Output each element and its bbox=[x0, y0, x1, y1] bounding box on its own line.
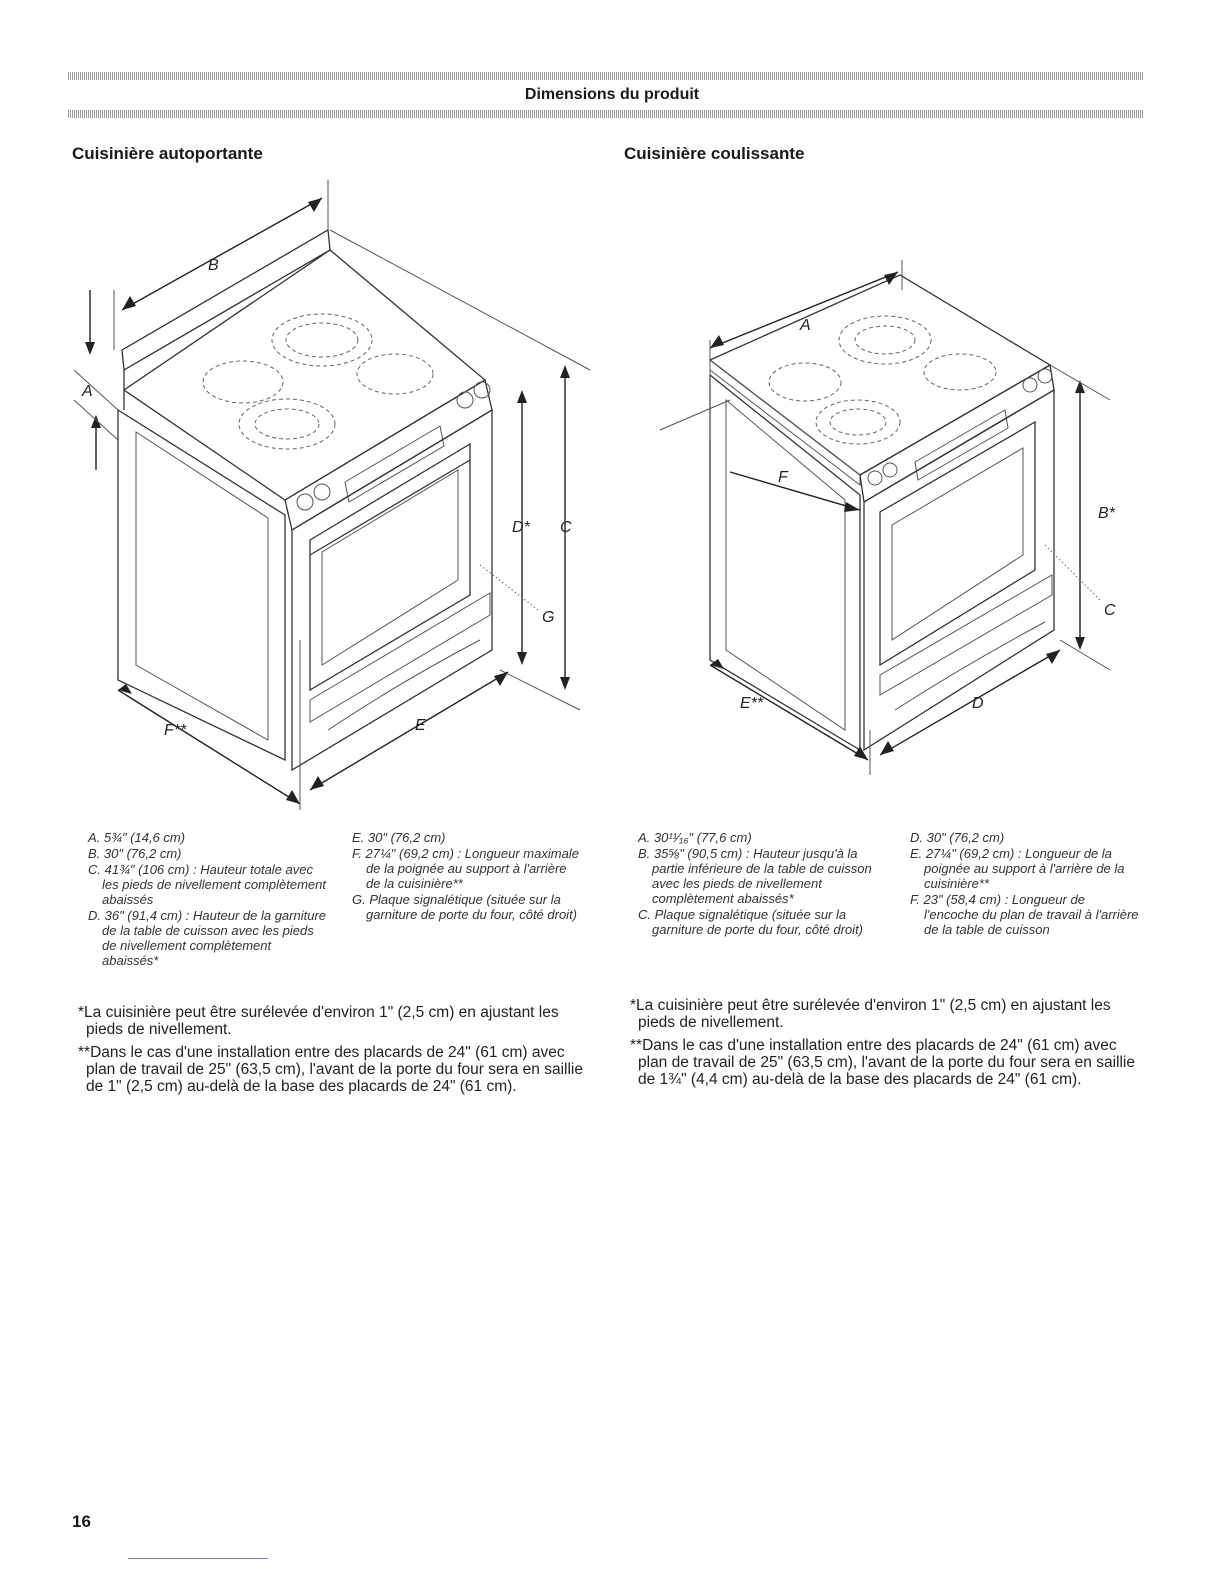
header-rule-bottom bbox=[68, 110, 1144, 118]
page-number: 16 bbox=[72, 1512, 91, 1531]
right-column-title: Cuisinière coulissante bbox=[624, 144, 805, 163]
header-rule-top bbox=[68, 72, 1144, 80]
legend-item: B. 30" (76,2 cm) bbox=[88, 846, 182, 861]
label-a: A bbox=[800, 317, 811, 334]
right-legend-col1 bbox=[638, 830, 888, 938]
left-legend-col2 bbox=[352, 830, 582, 923]
legend-item: D. 30" (76,2 cm) bbox=[910, 830, 1005, 845]
label-e: E bbox=[415, 717, 426, 734]
label-d: D* bbox=[512, 519, 530, 536]
legend-item: E. 27¼" (69,2 cm) : Longueur de la poignée au support à l'arrière de la cuisinière** bbox=[910, 846, 1125, 891]
section-title: Dimensions du produit bbox=[524, 86, 700, 103]
label-g: G bbox=[542, 609, 555, 626]
right-legend-col2 bbox=[910, 830, 1142, 938]
label-c: C bbox=[560, 519, 572, 536]
legend-item: C. Plaque signalétique (située sur la garniture de porte du four, côté droit) bbox=[638, 907, 864, 937]
legend-item: E. 30" (76,2 cm) bbox=[352, 830, 446, 845]
left-notes bbox=[72, 1004, 592, 1101]
label-f: F** bbox=[164, 722, 187, 739]
legend-item: D. 36" (91,4 cm) : Hauteur de la garniture de la table de cuisson avec les pieds de nivellement complètement abaissés* bbox=[88, 908, 327, 968]
legend-item: A. 30¹¹⁄₁₆" (77,6 cm) bbox=[638, 830, 752, 845]
slide-in-range-diagram bbox=[640, 250, 1160, 790]
legend-item: B. 35⅝" (90,5 cm) : Hauteur jusqu'à la partie inférieure de la table de cuisson avec les pieds de nivellement complètement abaissés* bbox=[638, 846, 872, 906]
legend-item: A. 5¾" (14,6 cm) bbox=[88, 830, 186, 845]
label-f: F bbox=[778, 469, 788, 486]
label-b: B bbox=[208, 257, 219, 274]
freestanding-range-diagram bbox=[60, 170, 620, 820]
label-c: C bbox=[1104, 602, 1116, 619]
label-b: B* bbox=[1098, 505, 1115, 522]
footnote: *La cuisinière peut être surélevée d'environ 1" (2,5 cm) en ajustant les pieds de nivellement. bbox=[630, 997, 1111, 1031]
legend-item: C. 41¾" (106 cm) : Hauteur totale avec les pieds de nivellement complètement abaissés bbox=[88, 862, 327, 907]
right-notes bbox=[624, 997, 1144, 1094]
footnote: **Dans le cas d'une installation entre des placards de 24" (61 cm) avec plan de travail de 25" (63,5 cm), l'avant de la porte du four sera en saillie de 1" (2,5 cm) au-delà de la base des placards de 24" (61 cm). bbox=[78, 1044, 583, 1095]
legend-item: F. 27¼" (69,2 cm) : Longueur maximale de la poignée au support à l'arrière de la cuisinière** bbox=[352, 846, 579, 891]
footnote: *La cuisinière peut être surélevée d'environ 1" (2,5 cm) en ajustant les pieds de nivellement. bbox=[78, 1004, 559, 1038]
label-a: A bbox=[82, 383, 93, 400]
label-e: E** bbox=[740, 695, 764, 712]
legend-item: F. 23" (58,4 cm) : Longueur de l'encoche du plan de travail à l'arrière de la table de cuisson bbox=[910, 892, 1139, 937]
footnote: **Dans le cas d'une installation entre des placards de 24" (61 cm) avec plan de travail de 25" (63,5 cm), l'avant de la porte du four sera en saillie de 1¾" (4,4 cm) au-delà de la base des placards de 24" (61 cm). bbox=[630, 1037, 1135, 1088]
legend-item: G. Plaque signalétique (située sur la garniture de porte du four, côté droit) bbox=[352, 892, 578, 922]
label-d: D bbox=[972, 695, 984, 712]
left-legend-col1 bbox=[88, 830, 328, 969]
footer-rule bbox=[128, 1558, 268, 1559]
left-column-title: Cuisinière autoportante bbox=[72, 144, 263, 163]
